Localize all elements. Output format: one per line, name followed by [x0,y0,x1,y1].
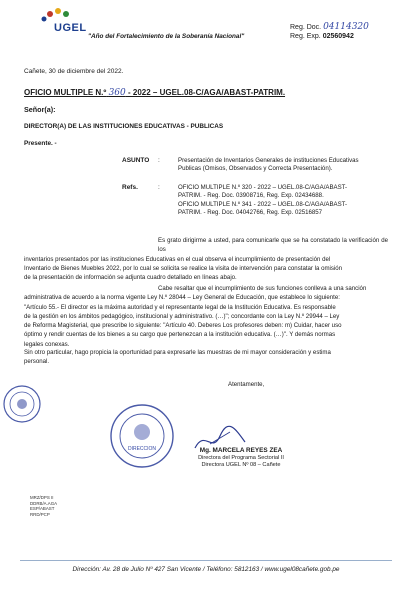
initials-line: ESP/ABAST [30,506,55,511]
signer-name: Mg. MARCELA REYES ZEA [199,447,283,454]
asunto-colon: : [158,157,160,164]
paragraph-3 [24,348,388,367]
refs-text [178,184,388,217]
paragraph-2 [24,284,388,349]
paragraph-line: Sin otro particular, hago propicia la oportunidad para expresarle las muestras de mi mayor consideración y estima [24,349,331,356]
closing: Atentamente, [228,381,265,388]
initials-line: MRZ/DPS II [30,495,54,500]
paragraph-line: legales conexas. [24,340,70,348]
seal-text: DIRECCION [127,446,157,452]
paragraph-line: Inventario de Bienes Muebles 2022, por lo cual se solicita se realice la visita de intervención para constatar la omisión [24,264,343,272]
logo-text: UGEL [54,22,87,34]
paragraph-line: Cabe resaltar que el incumplimiento de sus funciones conlleva a una sanción [158,285,367,292]
asunto-label: ASUNTO [122,157,150,164]
addressee: DIRECTOR(A) DE LAS INSTITUCIONES EDUCATIVAS - PUBLICAS [24,123,224,130]
salutation: Señor(a): [24,105,56,114]
refs-label: Refs. [122,184,138,191]
asunto-line: Presentación de Inventarios Generales de instituciones Educativas [178,157,359,164]
refs-line: PATRIM. - Reg. Doc. 03908716, Reg. Exp. 02434688. [178,192,324,200]
reg-exp-label: Reg. Exp. [290,33,321,40]
paragraph-line: Es grato dirigirme a usted, para comunicarle que se ha constatado la verificación de los [158,237,388,254]
letter-date: Cañete, 30 de diciembre del 2022. [24,68,124,75]
footer-divider [20,560,392,561]
reg-doc [290,22,369,32]
initials-block [30,495,57,517]
asunto-line: Publicas (Omisos, Observados y Correcta Presentación). [178,165,333,173]
paragraph-line: óptimo y rendir cuentas de los bienes a su cargo que pertenezcan a la institución educativa. (…)". Y demás normas [24,331,336,339]
reg-exp [290,33,354,40]
year-title: "Año del Fortalecimiento de la Soberanía Nacional" [88,33,245,40]
paragraph-line: de la presentación de información se adjunta cuadro detallado en líneas abajo. [24,274,237,282]
signature-block [182,447,300,470]
refs-colon: : [158,184,160,191]
paragraph-line: "Artículo 55.- El director es la máxima autoridad y el representante legal de la Institución Educativa. Es responsable [24,303,336,311]
official-seal [108,402,176,470]
signer-role: Directora UGEL Nº 08 – Cañete [201,462,281,468]
paragraph-line: de la gestión en los ámbitos pedagógico, institucional y administrativo. (…)"; concordante con la Ley N.º 29944 – Ley [24,312,340,320]
side-stamp [2,384,42,424]
signer-role: Directora del Programa Sectorial II [198,454,284,461]
refs-line: OFICIO MULTIPLE N.º 341 - 2022 – UGEL.08-C/AGA/ABAST- [178,200,348,208]
oficio-suffix: - 2022 – UGEL.08-C/AGA/ABAST-PATRIM. [127,88,286,97]
reg-doc-label: Reg. Doc. [290,24,322,31]
initials-line: RRD/PCP [30,511,50,517]
oficio-prefix: OFICIO MULTIPLE N.º [24,88,107,97]
initials-line: DDRB/A.AGA [30,500,58,506]
refs-line: PATRIM. - Reg. Doc. 04042766, Reg. Exp. 02516857 [178,208,323,216]
oficio-number: 360 [108,88,126,98]
paragraph-line: personal. [24,358,50,366]
presente: Presente. - [24,140,57,147]
paragraph-1 [24,236,388,282]
reg-doc-handwritten: 04114320 [323,22,369,32]
reg-exp-value: 02560942 [322,33,354,40]
paragraph-line: administrativa de acuerdo a la norma vigente Ley N.º 28044 – Ley General de Educación, que establece lo siguiente: [24,294,340,302]
footer-address: Dirección: Av. 28 de Julio Nº 427 San Vicente / Teléfono: 5812163 / www.ugel08cañete.gob.pe [72,566,340,573]
paragraph-line: inventarios presentados por las instituciones Educativas en el cual observa el incumplimiento de presentación del [24,255,331,263]
paragraph-line: de Reforma Magisterial, que prescribe lo siguiente: "Artículo 40. Deberes Los profesores deben: m) Cuidar, hacer uso [24,322,342,330]
asunto-text [178,157,388,174]
refs-line: OFICIO MULTIPLE N.º 320 - 2022 – UGEL.08-C/AGA/ABAST- [178,184,348,191]
oficio-title [24,88,285,98]
